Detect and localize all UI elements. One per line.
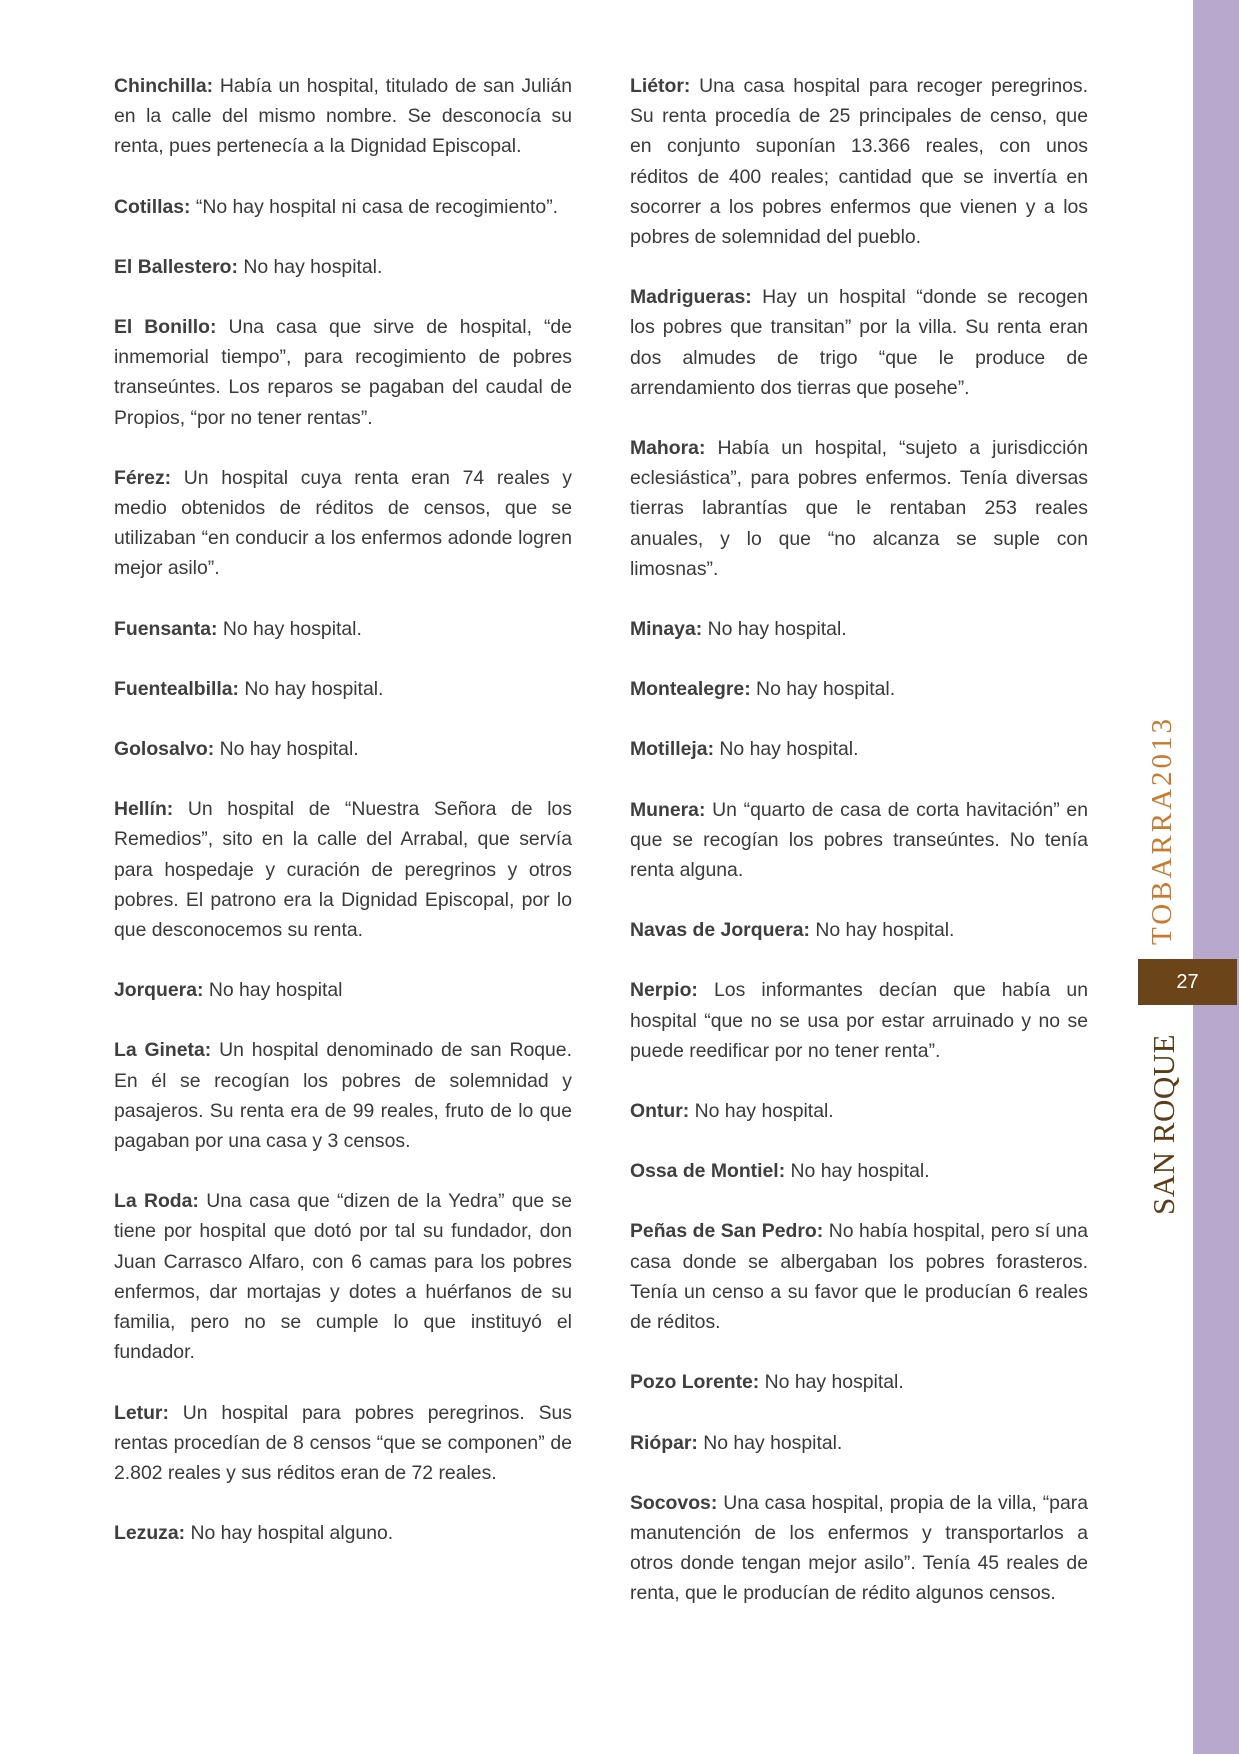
- entry-motilleja: [630, 734, 1088, 764]
- entry-name: Chinchilla:: [114, 75, 214, 97]
- entry-name: Férez:: [114, 466, 172, 489]
- entry-name: Navas de Jorquera:: [630, 919, 810, 942]
- entry-el-bonillo: [114, 312, 572, 433]
- magazine-title: TOBARRA2013: [1146, 715, 1178, 945]
- entry-el-ballestero: [114, 252, 572, 282]
- entry-name: Peñas de San Pedro:: [630, 1220, 824, 1243]
- entry-navas-de-jorquera: [630, 915, 1088, 945]
- entry-name: Liétor:: [630, 75, 691, 97]
- entry-penas-de-san-pedro: [630, 1216, 1088, 1337]
- entry-text: No hay hospital.: [759, 1371, 904, 1394]
- entry-text: Había un hospital, titulado de san Julián en la calle del mismo nombre. Se desconocía su renta, pues pertenecía a la Dignidad Episcopal.: [114, 75, 572, 158]
- page-number: 27: [1138, 959, 1237, 1005]
- entry-name: Golosalvo:: [114, 738, 215, 761]
- entry-name: Motilleja:: [630, 738, 715, 761]
- entry-name: Munera:: [630, 798, 706, 821]
- entry-la-roda: [114, 1186, 572, 1367]
- entry-text: Un hospital para pobres peregrinos. Sus rentas procedían de 8 censos “que se componen” de 2.802 reales y sus réditos eran de 72 reales.: [114, 1401, 572, 1484]
- entry-name: Nerpio:: [630, 979, 698, 1002]
- entry-name: Minaya:: [630, 618, 703, 641]
- entry-madrigueras: [630, 282, 1088, 403]
- entry-text: No hay hospital.: [809, 919, 955, 942]
- entry-text: “No hay hospital ni casa de recogimiento”.: [190, 195, 559, 218]
- entry-text: No hay hospital.: [750, 678, 896, 701]
- entry-text: No hay hospital.: [237, 255, 383, 278]
- entry-hellin: [114, 794, 572, 945]
- entry-text: Una casa hospital, propia de la villa, “para manutención de los enfermos y transportarlos a otros donde tengan mejor asilo”. Tenía 45 reales de renta, que le producían de rédito algunos censos.: [630, 1491, 1088, 1605]
- entry-text: No hay hospital.: [702, 618, 847, 641]
- entry-fuentealbilla: [114, 674, 572, 704]
- entry-text: No hay hospital: [203, 979, 343, 1002]
- entry-text: No hay hospital.: [238, 677, 384, 700]
- entry-munera: [630, 795, 1088, 886]
- entry-text: Hay un hospital “donde se recogen los pobres que transitan” por la villa. Su renta eran dos almudes de trigo “que le produce de arrendamiento dos tierras que posehe”.: [630, 286, 1088, 399]
- entry-name: El Bonillo:: [114, 316, 217, 339]
- entry-name: Fuentealbilla:: [114, 677, 239, 700]
- entry-text: Los informantes decían que había un hospital “que no se usa por estar arruinado y no se puede reedificar por no tener renta”.: [630, 979, 1088, 1062]
- right-column: [630, 71, 1088, 1639]
- entry-text: Un “quarto de casa de corta havitación” en que se recogían los pobres transeúntes. No tenía renta alguna.: [630, 798, 1088, 882]
- entry-riopar: [630, 1428, 1088, 1458]
- entry-name: Jorquera:: [114, 979, 204, 1002]
- entry-name: Montealegre:: [630, 678, 751, 701]
- entry-text: No hay hospital.: [214, 738, 359, 761]
- entry-name: Pozo Lorente:: [630, 1371, 760, 1394]
- entry-name: Ossa de Montiel:: [630, 1160, 786, 1183]
- entry-text: No hay hospital.: [714, 738, 859, 761]
- entry-ossa-de-montiel: [630, 1156, 1088, 1186]
- entry-socovos: [630, 1488, 1088, 1609]
- entry-lezuza: [114, 1518, 572, 1548]
- entry-text: No había hospital, pero sí una casa donde se albergaban los pobres forasteros. Tenía un censo a su favor que le producían 6 reales de réditos.: [630, 1220, 1088, 1334]
- entry-name: El Ballestero:: [114, 255, 238, 278]
- entry-name: Mahora:: [630, 437, 706, 460]
- page-sidebar-band: [1193, 0, 1239, 1754]
- entry-text: Una casa que “dizen de la Yedra” que se tiene por hospital que dotó por tal su fundador, don Juan Carrasco Alfaro, con 6 camas para los pobres enfermos, dar mortajas y dotes a huérfanos de su familia, pero no se cumple lo que instituyó el fundador.: [114, 1190, 573, 1364]
- entry-text: Un hospital denominado de san Roque. En él se recogían los pobres de solemnidad y pasajeros. Su renta era de 99 reales, fruto de lo que pagaban por una casa y 3 censos.: [114, 1039, 572, 1153]
- entry-name: Ontur:: [630, 1100, 690, 1123]
- entry-chinchilla: [114, 71, 572, 162]
- entry-name: Fuensanta:: [114, 617, 218, 640]
- entry-name: La Roda:: [114, 1190, 199, 1213]
- entry-name: Madrigueras:: [630, 286, 752, 309]
- entry-letur: [114, 1398, 572, 1489]
- entry-name: Lezuza:: [114, 1522, 186, 1545]
- entry-ferez: [114, 463, 572, 584]
- entry-nerpio: [630, 975, 1088, 1066]
- entry-text: Una casa hospital para recoger peregrinos. Su renta procedía de 25 principales de censo, que en conjunto suponían 13.366 reales, con unos réditos de 400 reales; cantidad que se invertía en socorrer a los pobres enfermos que vienen y a los pobres de solemnidad del pueblo.: [630, 75, 1088, 249]
- entry-text: No hay hospital.: [689, 1100, 834, 1123]
- entry-text: Un hospital de “Nuestra Señora de los Remedios”, sito en la calle del Arrabal, que servía para hospedaje y curación de peregrinos y otros pobres. El patrono era la Dignidad Episcopal, por lo que desconocemos su renta.: [114, 798, 572, 942]
- entry-text: Un hospital cuya renta eran 74 reales y medio obtenidos de réditos de censos, que se utilizaban “en conducir a los enfermos adonde logren mejor asilo”.: [114, 466, 572, 580]
- entry-name: Socovos:: [630, 1491, 718, 1514]
- entry-mahora: [630, 433, 1088, 584]
- entry-text: No hay hospital.: [217, 617, 362, 640]
- entry-text: Una casa que sirve de hospital, “de inmemorial tiempo”, para recogimiento de pobres transeúntes. Los reparos se pagaban del caudal de Propios, “por no tener rentas”.: [114, 316, 572, 429]
- entry-text: Había un hospital, “sujeto a jurisdicción eclesiástica”, para pobres enfermos. Tenía diversas tierras labrantías que le rentaban 253 reales anuales, y lo que “no alcanza se suple con limosnas”.: [630, 437, 1088, 580]
- entry-text: No hay hospital.: [697, 1431, 843, 1454]
- left-column: [114, 71, 572, 1578]
- entry-ontur: [630, 1096, 1088, 1126]
- entry-fuensanta: [114, 614, 572, 644]
- entry-text: No hay hospital.: [785, 1160, 930, 1183]
- entry-la-gineta: [114, 1035, 572, 1156]
- entry-name: Cotillas:: [114, 195, 191, 218]
- entry-minaya: [630, 614, 1088, 644]
- entry-text: No hay hospital alguno.: [185, 1522, 394, 1545]
- entry-jorquera: [114, 975, 572, 1005]
- entry-lietor: [630, 71, 1088, 252]
- entry-name: La Gineta:: [114, 1039, 212, 1062]
- entry-golosalvo: [114, 734, 572, 764]
- section-title: SAN ROQUE: [1146, 1033, 1181, 1215]
- entry-montealegre: [630, 674, 1088, 704]
- entry-name: Letur:: [114, 1401, 169, 1424]
- entry-pozo-lorente: [630, 1367, 1088, 1397]
- entry-cotillas: [114, 192, 572, 222]
- entry-name: Hellín:: [114, 798, 174, 821]
- text-columns: [0, 71, 1192, 1751]
- entry-name: Riópar:: [630, 1431, 698, 1454]
